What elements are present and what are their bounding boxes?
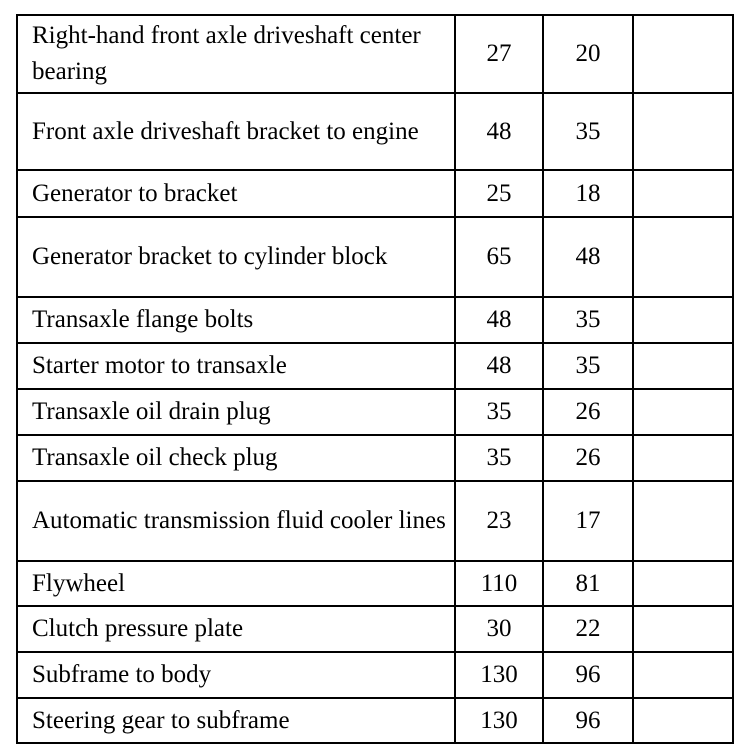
ft-lbs-value-cell: 26: [543, 435, 633, 481]
ft-lbs-value-cell: 96: [543, 652, 633, 698]
nm-value-cell: 35: [455, 389, 543, 435]
blank-cell: [633, 15, 733, 93]
blank-cell: [633, 93, 733, 170]
description-cell: Right-hand front axle driveshaft center bearing: [17, 15, 455, 93]
nm-value-cell: 110: [455, 561, 543, 606]
torque-spec-table: [16, 14, 734, 744]
ft-lbs-value-cell: 18: [543, 170, 633, 217]
nm-value-cell: 25: [455, 170, 543, 217]
blank-cell: [633, 561, 733, 606]
table-row: [17, 435, 733, 481]
ft-lbs-value-cell: 22: [543, 606, 633, 652]
description-cell: Transaxle oil drain plug: [17, 389, 455, 435]
table-row: [17, 217, 733, 297]
nm-value-cell: 48: [455, 297, 543, 343]
nm-value-cell: 65: [455, 217, 543, 297]
table-row: [17, 297, 733, 343]
ft-lbs-value-cell: 20: [543, 15, 633, 93]
blank-cell: [633, 435, 733, 481]
description-cell: Flywheel: [17, 561, 455, 606]
ft-lbs-value-cell: 17: [543, 481, 633, 561]
blank-cell: [633, 217, 733, 297]
ft-lbs-value-cell: 81: [543, 561, 633, 606]
table-row: [17, 15, 733, 93]
nm-value-cell: 130: [455, 652, 543, 698]
nm-value-cell: 130: [455, 698, 543, 743]
table-row: [17, 561, 733, 606]
description-cell: Automatic transmission fluid cooler lines: [17, 481, 455, 561]
table-row: [17, 698, 733, 743]
description-cell: Transaxle flange bolts: [17, 297, 455, 343]
table-row: [17, 652, 733, 698]
blank-cell: [633, 343, 733, 389]
nm-value-cell: 48: [455, 343, 543, 389]
ft-lbs-value-cell: 35: [543, 93, 633, 170]
description-cell: Generator bracket to cylinder block: [17, 217, 455, 297]
table-row: [17, 170, 733, 217]
nm-value-cell: 23: [455, 481, 543, 561]
description-cell: Transaxle oil check plug: [17, 435, 455, 481]
blank-cell: [633, 297, 733, 343]
blank-cell: [633, 170, 733, 217]
nm-value-cell: 27: [455, 15, 543, 93]
description-cell: Clutch pressure plate: [17, 606, 455, 652]
blank-cell: [633, 698, 733, 743]
description-cell: Generator to bracket: [17, 170, 455, 217]
description-cell: Subframe to body: [17, 652, 455, 698]
nm-value-cell: 35: [455, 435, 543, 481]
blank-cell: [633, 481, 733, 561]
ft-lbs-value-cell: 35: [543, 343, 633, 389]
ft-lbs-value-cell: 48: [543, 217, 633, 297]
blank-cell: [633, 652, 733, 698]
blank-cell: [633, 389, 733, 435]
description-cell: Front axle driveshaft bracket to engine: [17, 93, 455, 170]
description-cell: Steering gear to subframe: [17, 698, 455, 743]
description-cell: Starter motor to transaxle: [17, 343, 455, 389]
blank-cell: [633, 606, 733, 652]
table-row: [17, 389, 733, 435]
ft-lbs-value-cell: 26: [543, 389, 633, 435]
table-row: [17, 481, 733, 561]
nm-value-cell: 48: [455, 93, 543, 170]
ft-lbs-value-cell: 96: [543, 698, 633, 743]
table-row: [17, 606, 733, 652]
table-row: [17, 343, 733, 389]
nm-value-cell: 30: [455, 606, 543, 652]
table-row: [17, 93, 733, 170]
ft-lbs-value-cell: 35: [543, 297, 633, 343]
